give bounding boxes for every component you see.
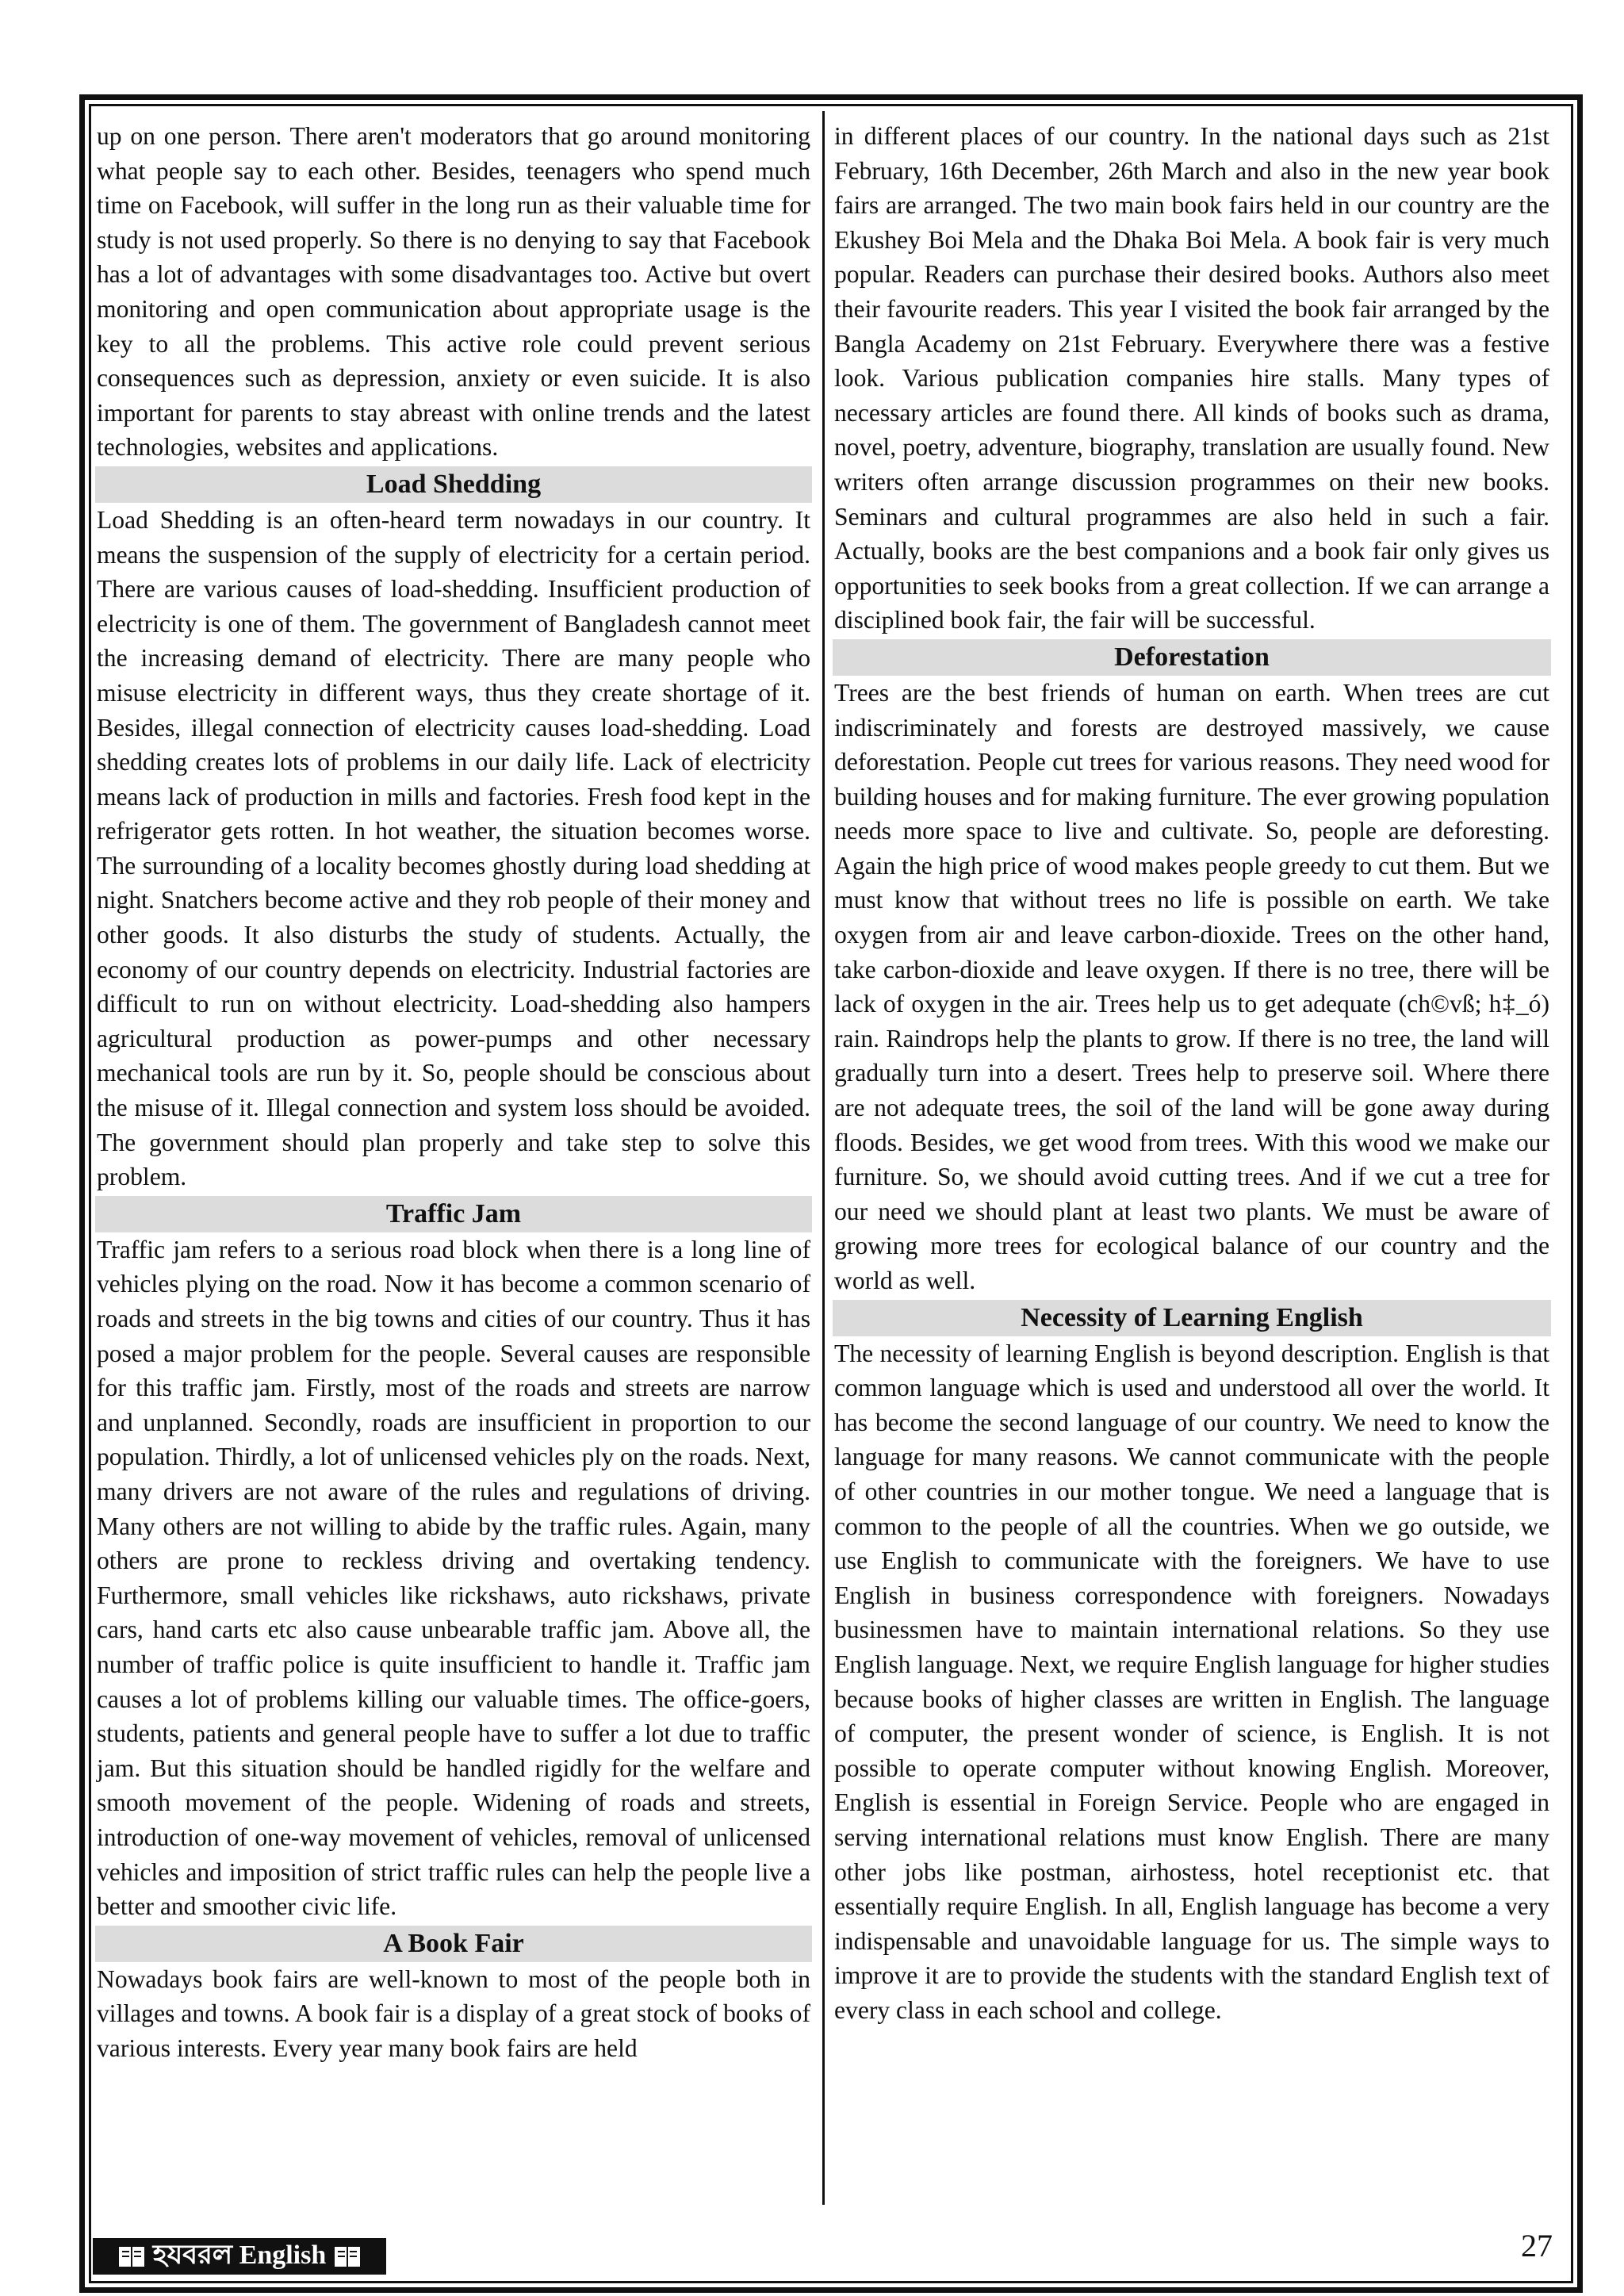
facebook-paragraph-end: up on one person. There aren't moderators that go around monitoring what people say to each other. Besides, teenagers who spend much time on Facebook, will suffer in the long run as their valuable time for study is not used properly. So there is no denying to say that Facebook has a lot of advantages with some disadvantages too. Active but overt monitoring and open communication about appropriate usage is the key to all the problems. This active role could prevent serious consequences such as depression, anxiety or even suicide. It is also important for parents to stay abreast with online trends and the latest technologies, websites and applications.	[97, 122, 810, 462]
deforestation-heading: Deforestation	[833, 639, 1551, 676]
footer-badge-text: হযবরল English	[152, 2240, 327, 2270]
deforestation-paragraph: Trees are the best friends of human on earth. When trees are cut indiscriminately and forests are destroyed massively, we cause deforestation. People cut trees for various reasons. They need wood for building houses and for making furniture. The ever growing population needs more space to live and cultivate. So, people are deforesting. Again the high price of wood makes people greedy to cut them. But we must know that without trees no life is possible on earth. We take oxygen from air and leave carbon-dioxide. Trees on the other hand, take carbon-dioxide and leave oxygen. If there is no tree, there will be lack of oxygen in the air. Trees help us to get adequate (ch©vß; h‡_ó) rain. Raindrops help the plants to grow. If there is no tree, the land will gradually turn into a desert. Trees help to preserve soil. Where there are not adequate trees, the soil of the land will be gone away during floods. Besides, we get wood from trees. With this wood we make our furniture. So, we should avoid cutting trees. And if we cut a tree for our need we should plant at least two plants. We must be aware of growing more trees for ecological balance of our country and the world as well.	[834, 678, 1549, 1294]
left-column	[95, 119, 812, 2065]
book-fair-paragraph-start: Nowadays book fairs are well-known to most of the people both in villages and towns. A book fair is a display of a great stock of books of various interests. Every year many book fairs are held	[97, 1964, 810, 2062]
right-column	[833, 119, 1551, 2027]
column-divider	[822, 111, 825, 2205]
page-number: 27	[1521, 2228, 1553, 2263]
load-shedding-heading: Load Shedding	[95, 466, 812, 503]
book-fair-paragraph-end: in different places of our country. In the national days such as 21st February, 16th December, 26th March and also in the new year book fairs are arranged. The two main book fairs held in our country are the Ekushey Boi Mela and the Dhaka Boi Mela. A book fair is very much popular. Readers can purchase their desired books. Authors also meet their favourite readers. This year I visited the book fair arranged by the Bangla Academy on 21st February. Everywhere there was a festive look. Various publication companies hire stalls. Many types of necessary articles are found there. All kinds of books such as drama, novel, poetry, adventure, biography, translation are usually found. New writers often arrange discussion programmes on their new books. Seminars and cultural programmes are also held in such a fair. Actually, books are the best companions and a book fair only gives us opportunities to seek books from a great collection. If we can arrange a disciplined book fair, the fair will be successful.	[834, 122, 1549, 634]
learning-english-paragraph: The necessity of learning English is beyond description. English is that common language which is used and understood all over the world. It has become the second language of our country. We need to know the language for many reasons. We cannot communicate with the people of other countries in our mother tongue. We need a language that is common to the people of all the countries. When we go outside, we use English to communicate with the foreigners. We have to use English in business correspondence with foreigners. Nowadays businessmen have to maintain international relations. So they use English language. Next, we require English language for higher studies because books of higher classes are written in English. The language of computer, the present wonder of science, is English. It is not possible to operate computer without knowing English. Moreover, English is essential in Foreign Service. People who are engaged in serving international relations must know English. There are many other jobs like postman, airhostess, hotel receptionist etc. that essentially require English. In all, English language has become a very indispensable and unavoidable language for us. The simple ways to improve it are to provide the students with the standard English text of every class in each school and college.	[834, 1339, 1549, 2024]
book-icon	[334, 2244, 361, 2268]
traffic-jam-heading: Traffic Jam	[95, 1196, 812, 1232]
learning-english-heading: Necessity of Learning English	[833, 1300, 1551, 1336]
load-shedding-paragraph: Load Shedding is an often-heard term nowadays in our country. It means the suspension of the supply of electricity for a certain period. There are various causes of load-shedding. Insufficient production of electricity is one of them. The government of Bangladesh cannot meet the increasing demand of electricity. There are many people who misuse electricity in different ways, thus they create shortage of it. Besides, illegal connection of electricity causes load-shedding. Load shedding creates lots of problems in our daily life. Lack of electricity means lack of production in mills and factories. Fresh food kept in the refrigerator gets rotten. In hot weather, the situation becomes worse. The surrounding of a locality becomes ghostly during load shedding at night. Snatchers become active and they rob people of their money and other goods. It also disturbs the study of students. Actually, the economy of our country depends on electricity. Industrial factories are difficult to run on without electricity. Load-shedding also hampers agricultural production as power-pumps and other necessary mechanical tools are run by it. So, people should be conscious about the misuse of it. Illegal connection and system loss should be avoided. The government should plan properly and take step to solve this problem.	[97, 505, 810, 1191]
footer-badge	[93, 2238, 386, 2275]
traffic-jam-paragraph: Traffic jam refers to a serious road block when there is a long line of vehicles plying on the road. Now it has become a common scenario of roads and streets in the big towns and cities of our country. Thus it has posed a major problem for the people. Several causes are responsible for this traffic jam. Firstly, most of the roads and streets are narrow and unplanned. Secondly, roads are insufficient in proportion to our population. Thirdly, a lot of unlicensed vehicles ply on the roads. Next, many drivers are not aware of the rules and regulations of driving. Many others are not willing to abide by the traffic rules. Again, many others are prone to reckless driving and overtaking tendency. Furthermore, small vehicles like rickshaws, auto rickshaws, private cars, hand carts etc also cause unbearable traffic jam. Above all, the number of traffic police is quite insufficient to handle it. Traffic jam causes a lot of problems killing our valuable times. The office-goers, students, patients and general people have to suffer a lot due to traffic jam. But this situation should be handled rigidly for the welfare and smooth movement of the people. Widening of roads and streets, introduction of one-way movement of vehicles, removal of unlicensed vehicles and imposition of strict traffic rules can help the people live a better and smoother civic life.	[97, 1235, 810, 1921]
book-icon	[118, 2244, 145, 2268]
book-fair-heading: A Book Fair	[95, 1926, 812, 1962]
